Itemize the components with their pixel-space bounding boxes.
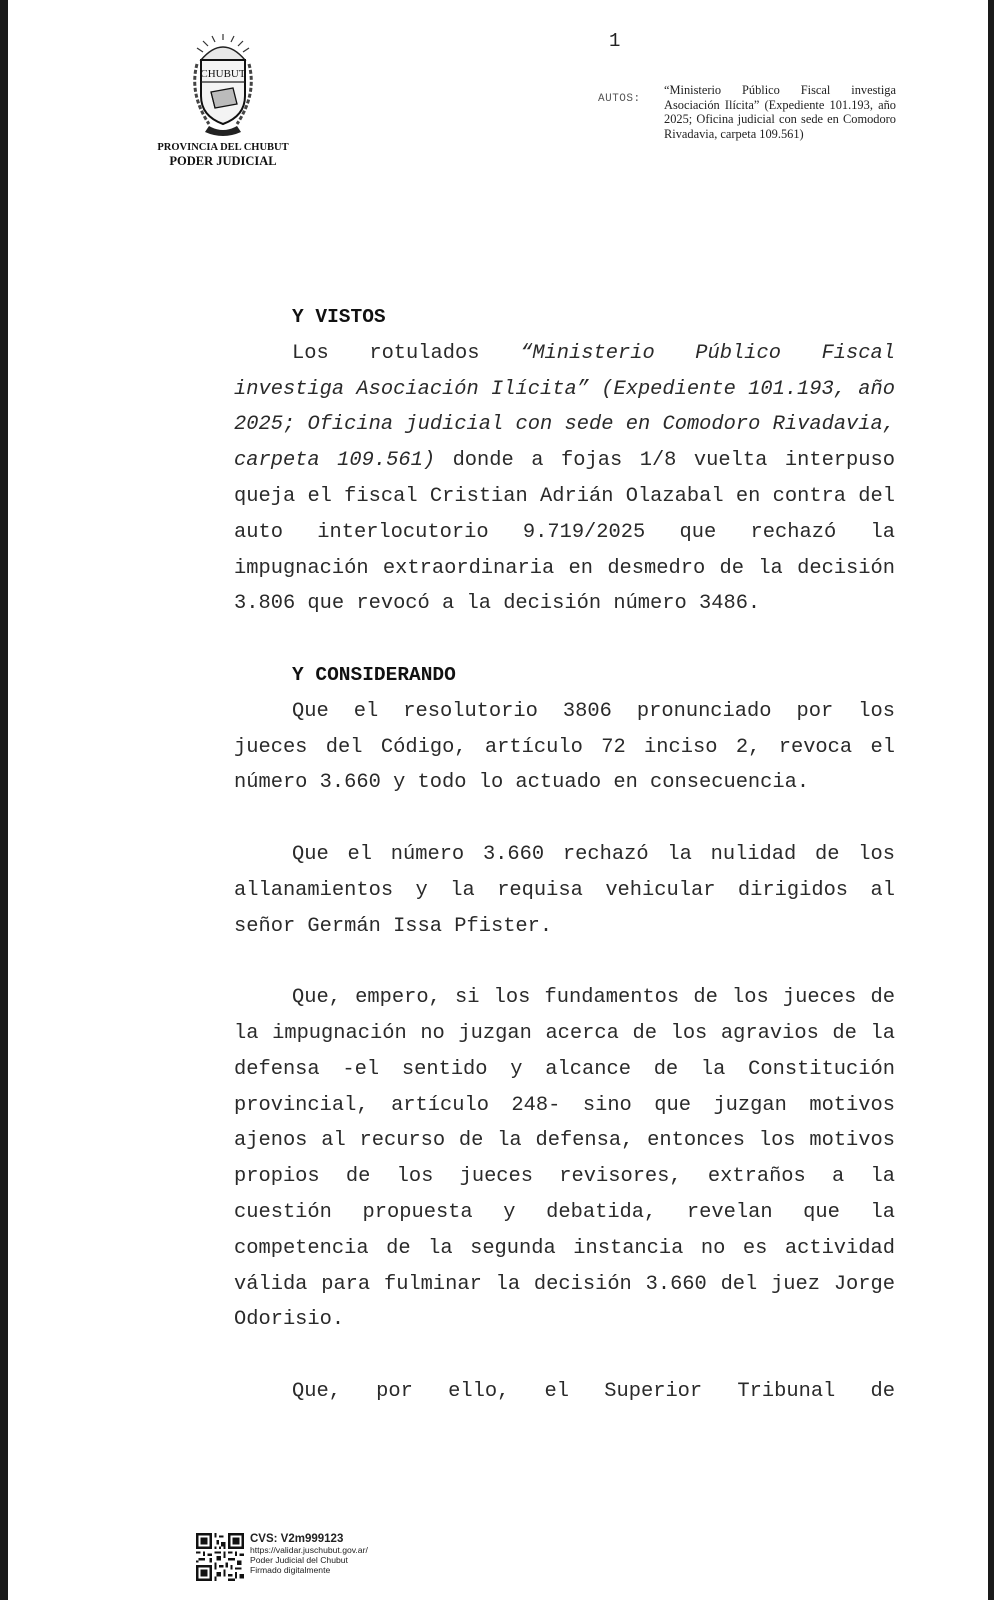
considerando-paragraph-3: Que, empero, si los fundamentos de los jueces de la impugnación no juzgan acerca de los agravios de la defensa -el sentido y alcance de la Constitución provincial, artículo 248- sino que juzgan motivos ajenos al recurso de la defensa, entonces los motivos propios de los jueces revisores, extraños a la cuestión propuesta y debatida, revelan que la competencia de la segunda instancia no es actividad válida para fulminar la decisión 3.660 del juez Jorge Odorisio. xyxy=(234,986,895,1332)
digital-signature-footer xyxy=(196,1533,368,1581)
coat-of-arms-block xyxy=(148,34,298,184)
considerando-paragraph-4: Que, por ello, el Superior Tribunal de xyxy=(292,1379,895,1403)
issuing-organization: Poder Judicial del Chubut xyxy=(250,1554,348,1565)
autos-caption: “Ministerio Público Fiscal investiga Asociación Ilícita” (Expediente 101.193, año 2025; Oficina judicial con sede en Comodoro Rivadavia, carpeta 109.561) xyxy=(664,83,896,141)
vistos-paragraph xyxy=(234,336,895,622)
page-number: 1 xyxy=(609,30,621,52)
province-label: PROVINCIA DEL CHUBUT xyxy=(157,142,289,153)
qr-code-icon[interactable] xyxy=(196,1533,244,1581)
case-caption-italic: “Ministerio Público Fiscal investiga Asociación Ilícita” (Expediente 101.193, año 2025; Oficina judicial con sede en Comodoro Rivadavia, carpeta 109.561) xyxy=(234,341,895,473)
signature-status: Firmado digitalmente xyxy=(250,1564,331,1575)
vistos-intro: Los rotulados xyxy=(292,341,521,365)
crest-emblem-text: CHUBUT xyxy=(200,68,246,80)
coat-of-arms-icon xyxy=(183,34,263,138)
validation-url[interactable]: https://validar.juschubut.gov.ar/ xyxy=(250,1545,368,1555)
vistos-heading: Y VISTOS xyxy=(292,306,386,328)
autos-label: AUTOS: xyxy=(598,93,641,105)
cvs-code: CVS: V2m999123 xyxy=(250,1533,344,1545)
vistos-rest: donde a fojas 1/8 vuelta interpuso queja el fiscal Cristian Adrián Olazabal en contra del auto interlocutorio 9.719/2025 que rechazó la impugnación extraordinaria en desmedro de la decisión 3.806 que revocó a la decisión número 3486. xyxy=(234,449,895,616)
judiciary-label: PODER JUDICIAL xyxy=(169,154,277,169)
document-page xyxy=(8,0,988,1600)
document-body xyxy=(234,300,895,1410)
considerando-heading: Y CONSIDERANDO xyxy=(292,663,456,686)
considerando-paragraph-2: Que el número 3.660 rechazó la nulidad de los allanamientos y la requisa vehicular dirigidos al señor Germán Issa Pfister. xyxy=(234,842,895,938)
considerando-paragraph-1: Que el resolutorio 3806 pronunciado por los jueces del Código, artículo 72 inciso 2, revoca el número 3.660 y todo lo actuado en consecuencia. xyxy=(234,699,895,795)
